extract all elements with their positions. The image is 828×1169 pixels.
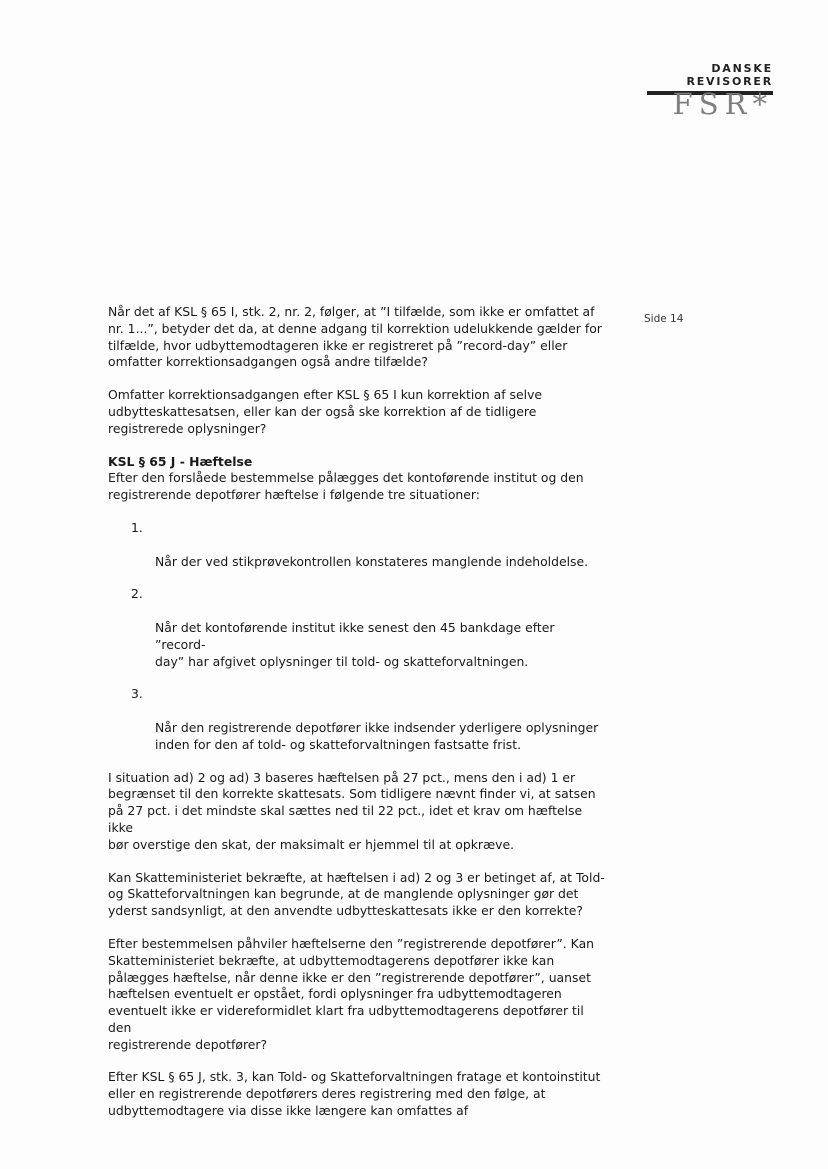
list-item — [108, 586, 608, 670]
paragraph: I situation ad) 2 og ad) 3 baseres hæftelsen på 27 pct., mens den i ad) 1 er begrænset til den korrekte skattesats. Som tidligere nævnt finder vi, at satsen på 27 pct. i det mindste skal sættes ned til 22 pct., idet et krav om hæftelse ikke bør overstige den skat, der maksimalt er hjemmel til at opkræve. — [108, 769, 596, 852]
paragraph: Omfatter korrektionsadgangen efter KSL § 65 I kun korrektion af selve udbytteskattesatsen, eller kan der også ske korrektion af de tidligere registrerede oplysninger? — [108, 387, 543, 436]
logo-line-danske: DANSKE — [711, 62, 773, 75]
paragraph: Efter KSL § 65 J, stk. 3, kan Told- og Skatteforvaltningen fratage et kontoinstitut eller en registrerende depotførers deres registrering med den følge, at udbyttemodtagere via disse ikke længere kan omfattes af — [108, 1069, 601, 1119]
document-body — [108, 304, 608, 1136]
list-item-number: 1. — [131, 519, 143, 535]
list-item-number: 2. — [131, 586, 143, 602]
logo-mark: FSR* — [672, 87, 773, 121]
list-item — [108, 520, 608, 570]
list-item-number: 3. — [131, 686, 143, 702]
list-item-text: Når det kontoførende institut ikke senest den 45 bankdage efter ”record- day” har afgivet oplysninger til told- og skatteforvaltningen. — [155, 619, 555, 669]
section-heading: KSL § 65 J - Hæftelse — [108, 453, 253, 469]
paragraph: Når det af KSL § 65 I, stk. 2, nr. 2, følger, at ”I tilfælde, som ikke er omfattet af nr. 1...”, betyder det da, at denne adgang til korrektion udelukkende gælder for tilfælde, hvor udbyttemodtageren ikke er registreret på ”record-day” eller omfatter korrektionsadgangen også andre tilfælde? — [108, 304, 602, 370]
situation-list — [108, 520, 608, 754]
fsr-logo — [645, 60, 773, 130]
paragraph: Efter bestemmelsen påhviler hæftelserne den ”registrerende depotfører”. Kan Skatteministeriet bekræfte, at udbyttemodtagerens depotfører ikke kan pålægges hæftelse, når denne ikke er den ”registrerende depotfører”, uanset hæftelsen eventuelt er opstået, fordi oplysninger fra udbyttemodtageren eventuelt ikke er videreformidlet klart fra udbyttemodtagerens depotfører til den registrerende depotfører? — [108, 935, 595, 1052]
list-item-text: Når der ved stikprøvekontrollen konstateres manglende indeholdelse. — [155, 553, 589, 569]
list-item-text: Når den registrerende depotfører ikke indsender yderligere oplysninger inden for den af told- og skatteforvaltningen fastsatte frist. — [155, 719, 599, 752]
logo-line-revisorer: REVISORER — [686, 75, 773, 88]
list-item — [108, 686, 608, 753]
page-number: Side 14 — [644, 313, 684, 325]
section-intro: Efter den forslåede bestemmelse pålægges det kontoførende institut og den registrerende depotfører hæftelse i følgende tre situationer: — [108, 470, 584, 503]
paragraph: Kan Skatteministeriet bekræfte, at hæftelsen i ad) 2 og 3 er betinget af, at Told- og Skatteforvaltningen kan begrunde, at de manglende oplysninger gør det yderst sandsynligt, at den anvendte udbytteskattesats ikke er den korrekte? — [108, 869, 605, 919]
